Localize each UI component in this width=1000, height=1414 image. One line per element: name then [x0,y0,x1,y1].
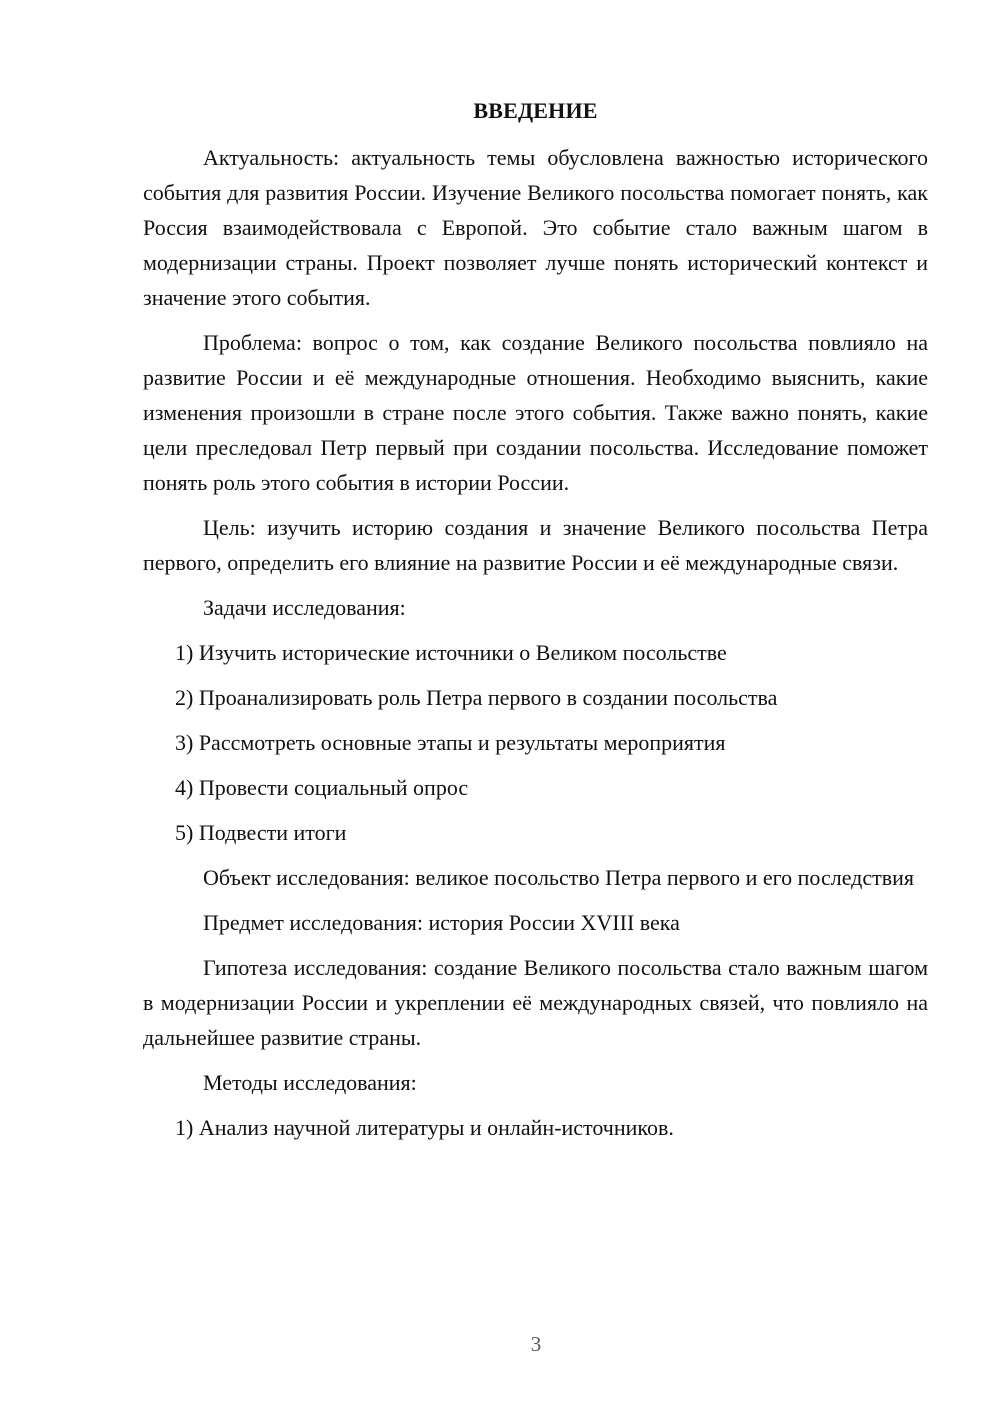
subject-paragraph: Предмет исследования: история России XVIII века [203,910,680,935]
page-number: 3 [530,1332,542,1356]
list-item: 3) Рассмотреть основные этапы и результаты мероприятия [175,730,726,755]
list-item: 4) Провести социальный опрос [175,775,469,800]
problem-paragraph: Проблема: вопрос о том, как создание Великого посольства повлияло на развитие России и её международные отношения. Необходимо выяснить, какие изменения произошли в стране после этого события. Также важно понять, какие цели преследовал Петр первый при создании посольства. Исследование поможет понять роль этого события в истории России. [143,330,928,495]
hypothesis-paragraph: Гипотеза исследования: создание Великого посольства стало важным шагом в модернизации России и укреплении её международных связей, что повлияло на дальнейшее развитие страны. [143,955,928,1050]
section-title: ВВЕДЕНИЕ [473,98,598,123]
list-item: 1) Анализ научной литературы и онлайн-источников. [175,1115,674,1140]
list-item: 5) Подвести итоги [175,820,347,845]
methods-heading: Методы исследования: [203,1070,417,1095]
list-item: 2) Проанализировать роль Петра первого в создании посольства [175,685,778,710]
relevance-paragraph: Актуальность: актуальность темы обусловлена важностью исторического события для развития России. Изучение Великого посольства помогает понять, как Россия взаимодействовала с Европой. Это событие стало важным шагом в модернизации страны. Проект позволяет лучше понять исторический контекст и значение этого события. [143,145,928,310]
tasks-heading: Задачи исследования: [203,595,406,620]
list-item: 1) Изучить исторические источники о Великом посольстве [175,640,727,665]
methods-list [143,1110,928,1145]
object-paragraph: Объект исследования: великое посольство Петра первого и его последствия [203,865,915,890]
document-page [143,96,928,1155]
tasks-list [143,635,928,850]
goal-paragraph: Цель: изучить историю создания и значение Великого посольства Петра первого, определить его влияние на развитие России и её международные связи. [143,515,928,575]
